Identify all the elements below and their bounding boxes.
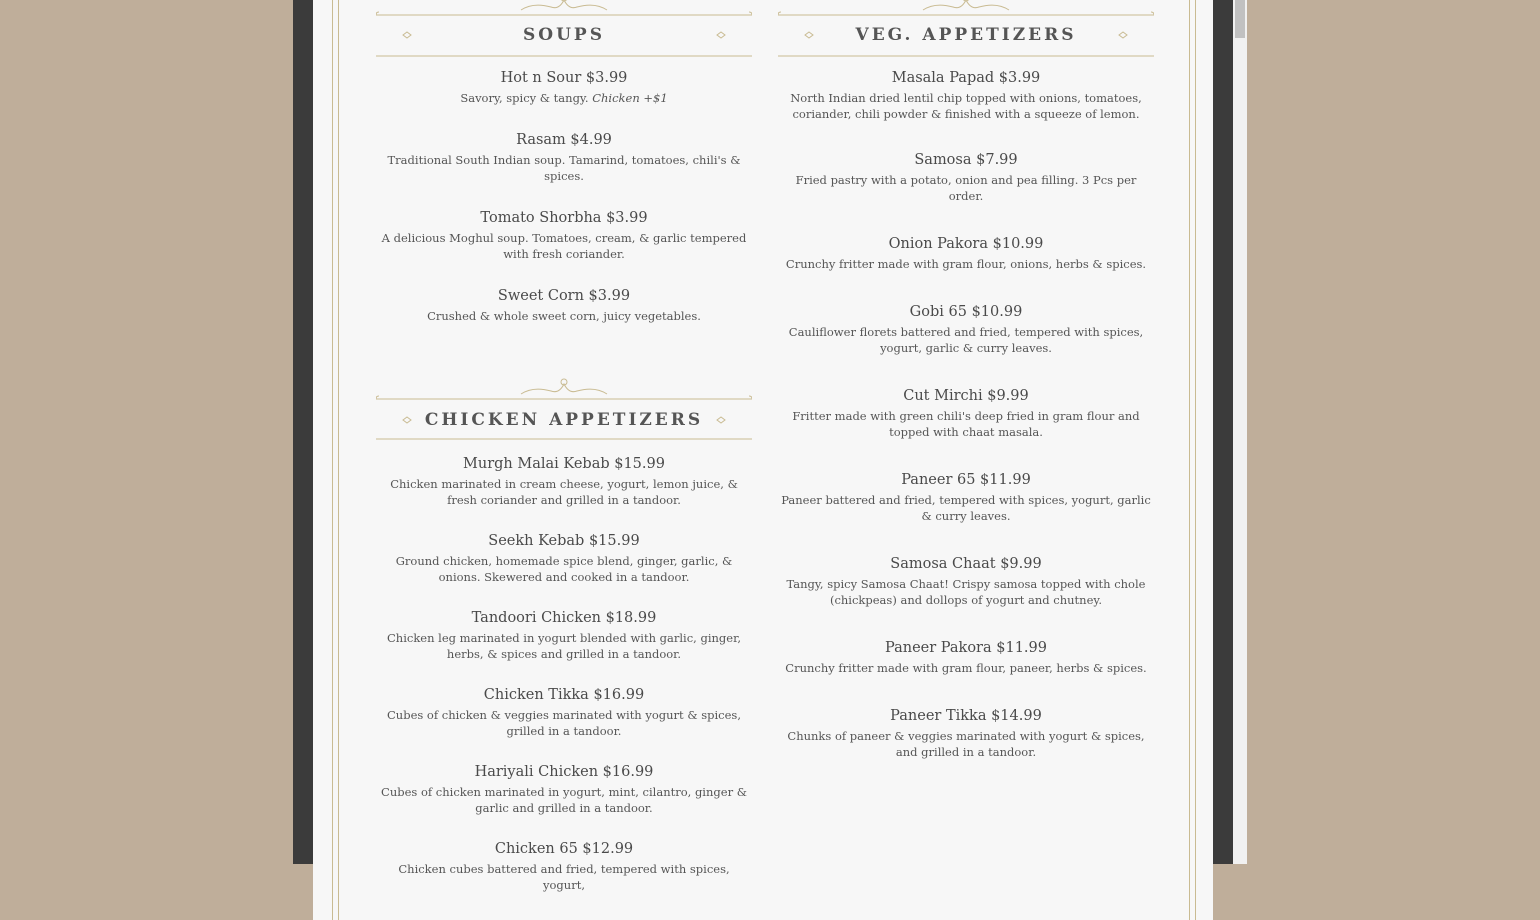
menu-column-right <box>778 0 1154 760</box>
section-header <box>778 0 1154 45</box>
item-name: Masala Papad $3.99 <box>891 70 1041 86</box>
item-description: North Indian dried lentil chip topped with onions, tomatoes, coriander, chili powder & finished with a squeeze of lemon. <box>790 91 1142 121</box>
item-description: Chicken marinated in cream cheese, yogurt, lemon juice, & fresh coriander and grilled in a tandoor. <box>390 477 738 507</box>
item-description: Fried pastry with a potato, onion and pea filling. 3 Pcs per order. <box>795 173 1137 203</box>
menu-item <box>376 208 752 262</box>
menu-item <box>778 302 1154 356</box>
item-name: Onion Pakora $10.99 <box>888 236 1044 252</box>
menu-page <box>313 0 1213 920</box>
item-name: Gobi 65 $10.99 <box>909 304 1023 320</box>
item-description: Tangy, spicy Samosa Chaat! Crispy samosa topped with chole (chickpeas) and dollops of yogurt and chutney. <box>786 577 1146 607</box>
section-header <box>376 344 752 440</box>
item-option: Chicken +$1 <box>592 91 668 105</box>
menu-item <box>376 531 752 585</box>
menu-item <box>376 839 752 893</box>
menu-item <box>778 470 1154 524</box>
item-description: Chicken cubes battered and fried, tempered with spices, yogurt, <box>398 862 730 892</box>
item-description: Crushed & whole sweet corn, juicy vegetables. <box>427 309 701 323</box>
item-description: Cubes of chicken marinated in yogurt, mint, cilantro, ginger & garlic and grilled in a tandoor. <box>381 785 747 815</box>
item-name: Tandoori Chicken $18.99 <box>471 610 657 626</box>
menu-item <box>376 685 752 739</box>
item-description: Cauliflower florets battered and fried, tempered with spices, yogurt, garlic & curry leaves. <box>788 325 1144 355</box>
item-name: Chicken 65 $12.99 <box>494 841 634 857</box>
menu-item <box>376 608 752 662</box>
item-description: Savory, spicy & tangy. Chicken +$1 <box>460 91 668 105</box>
menu-item <box>778 234 1154 272</box>
item-description: Chicken leg marinated in yogurt blended with garlic, ginger, herbs, & spices and grilled in a tandoor. <box>387 631 741 661</box>
item-name: Samosa $7.99 <box>914 152 1018 168</box>
item-name: Chicken Tikka $16.99 <box>483 687 645 703</box>
menu-item <box>778 150 1154 204</box>
item-description: A delicious Moghul soup. Tomatoes, cream, & garlic tempered with fresh coriander. <box>381 231 747 261</box>
item-name: Sweet Corn $3.99 <box>497 288 631 304</box>
menu-item <box>778 68 1154 122</box>
item-description: Cubes of chicken & veggies marinated with yogurt & spices, grilled in a tandoor. <box>387 708 741 738</box>
item-description: Traditional South Indian soup. Tamarind, tomatoes, chili's & spices. <box>387 153 741 183</box>
menu-item <box>376 762 752 816</box>
menu-item <box>778 554 1154 608</box>
item-name: Samosa Chaat $9.99 <box>890 556 1042 572</box>
item-description: Crunchy fritter made with gram flour, paneer, herbs & spices. <box>785 661 1147 675</box>
item-description: Crunchy fritter made with gram flour, onions, herbs & spices. <box>785 257 1147 271</box>
item-name: Tomato Shorbha $3.99 <box>480 210 648 226</box>
menu-item <box>376 68 752 106</box>
item-description: Chunks of paneer & veggies marinated with yogurt & spices, and grilled in a tandoor. <box>787 729 1145 759</box>
item-name: Murgh Malai Kebab $15.99 <box>463 456 665 472</box>
section-header <box>376 0 752 45</box>
item-description: Fritter made with green chili's deep fried in gram flour and topped with chaat masala. <box>792 409 1140 439</box>
section-veg-appetizers <box>778 0 1154 760</box>
item-name: Seekh Kebab $15.99 <box>488 533 640 549</box>
menu-item <box>778 706 1154 760</box>
menu-item <box>376 454 752 508</box>
menu-column-left <box>376 0 752 893</box>
item-name: Paneer Tikka $14.99 <box>890 708 1042 724</box>
menu-item <box>778 386 1154 440</box>
item-name: Hariyali Chicken $16.99 <box>474 764 654 780</box>
menu-item <box>778 638 1154 676</box>
item-name: Hot n Sour $3.99 <box>500 70 628 86</box>
section-title: SOUPS <box>523 25 605 45</box>
scrollbar-thumb[interactable] <box>1235 0 1245 38</box>
section-title: CHICKEN APPETIZERS <box>424 410 704 430</box>
section-title: VEG. APPETIZERS <box>855 25 1077 45</box>
item-name: Paneer Pakora $11.99 <box>885 640 1047 656</box>
item-description: Paneer battered and fried, tempered with spices, yogurt, garlic & curry leaves. <box>781 493 1151 523</box>
menu-item <box>376 130 752 184</box>
item-name: Rasam $4.99 <box>516 132 612 148</box>
item-name: Paneer 65 $11.99 <box>901 472 1031 488</box>
menu-item <box>376 286 752 324</box>
section-soups <box>376 0 752 324</box>
document-viewer <box>293 0 1247 892</box>
vertical-scrollbar[interactable] <box>1233 0 1247 864</box>
item-name: Cut Mirchi $9.99 <box>903 388 1029 404</box>
section-chicken-appetizers <box>376 344 752 893</box>
item-description: Ground chicken, homemade spice blend, ginger, garlic, & onions. Skewered and cooked in a tandoor. <box>395 554 733 584</box>
